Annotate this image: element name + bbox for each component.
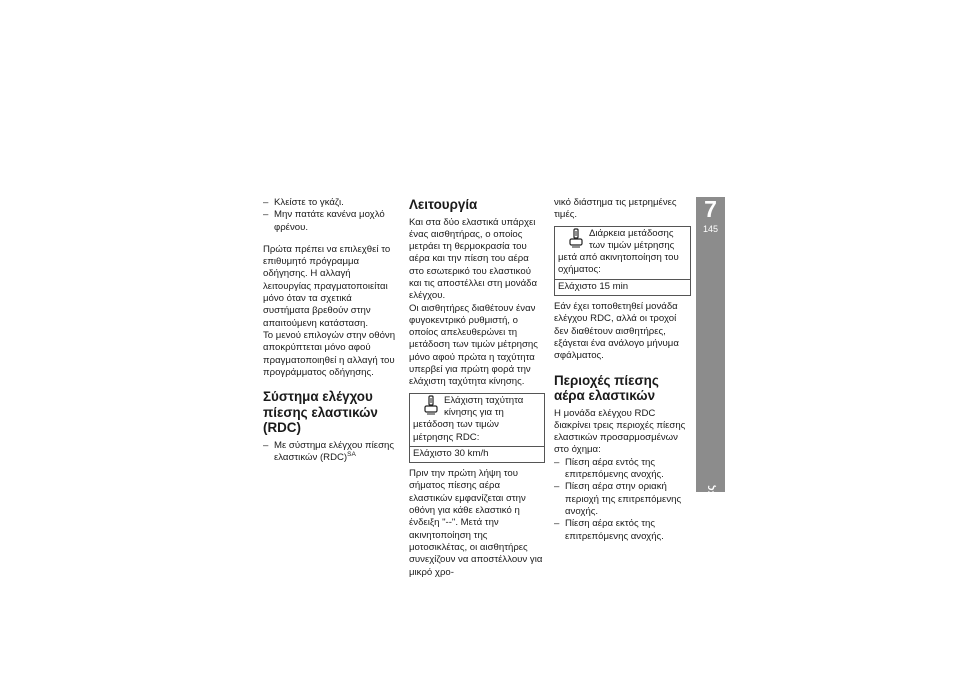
chapter-number: 7 [704, 196, 717, 222]
paragraph: Πρώτα πρέπει να επιλεχθεί το επιθυμητό πρόγραμμα οδήγησης. Η αλλαγή λειτουργίας πραγματοποιείται μόνο όταν τα σχετικά συστήματα βρεθούν στην απαιτούμενη κατάσταση. [263, 243, 391, 329]
paragraph: νικό διάστημα τις μετρημένες τιμές. [554, 197, 677, 221]
step-list [263, 197, 396, 234]
note-value: Ελάχιστο 15 min [555, 279, 690, 295]
pressure-range-item: – Πίεση αέρα εκτός της επιτρεπόμενης ανοχής. [554, 518, 691, 543]
column-2 [409, 197, 545, 579]
tyre-gauge-icon [422, 395, 440, 415]
section-heading: Λειτουργία [409, 197, 478, 212]
equipment-item [263, 440, 396, 465]
pressure-range-item: – Πίεση αέρα εντός της επιτρεπόμενης ανοχής. [554, 457, 691, 482]
equipment-list [263, 440, 396, 465]
note-body [555, 227, 690, 279]
chapter-title: Λειτουργία τεχνικές πληροφορίες [705, 485, 717, 653]
paragraph: Η μονάδα ελέγχου RDC διακρίνει τρεις περιοχές πίεσης ελαστικών προσαρμοσμένων στο όχημα: [554, 407, 686, 456]
section-heading: Σύστημα ελέγχου πίεσης ελαστικών (RDC) [263, 389, 378, 436]
note-body [410, 394, 544, 446]
note-text: Διάρκεια μετάδοσης των τιμών μέτρησης μετά από ακινητοποίηση του οχήματος: [558, 227, 679, 276]
note-box [409, 393, 545, 463]
column-3 [554, 197, 691, 543]
step-item: – Κλείστε το γκάζι. [263, 197, 396, 209]
pressure-range-item: – Πίεση αέρα στην οριακή περιοχή της επιτρεπόμενης ανοχής. [554, 481, 691, 518]
paragraph: Πριν την πρώτη λήψη του σήματος πίεσης αέρα ελαστικών εμφανίζεται στην οθόνη για κάθε ελαστικό η ένδειξη "--". Μετά την ακινητοποίηση της μοτοσικλέτας, οι αισθητήρες συνεχίζουν να αποστέλλουν για μικρό χρο- [409, 468, 543, 578]
chapter-tab [696, 196, 725, 653]
note-value: Ελάχιστο 30 km/h [410, 446, 544, 462]
page-number: 145 [702, 224, 719, 234]
paragraph: Οι αισθητήρες διαθέτουν έναν φυγοκεντρικό ρυθμιστή, ο οποίος απελευθερώνει τη μετάδοση των τιμών μέτρησης μόνο αφού πρώτα η ταχύτητα υπερβεί για πρώτη φορά την ελάχιστη ταχύτητα κίνησης. [409, 302, 538, 388]
pressure-range-list [554, 457, 691, 543]
paragraph: Και στα δύο ελαστικά υπάρχει ένας αισθητήρας, ο οποίος μετράει τη θερμοκρασία του αέρα και την πίεση του αέρα στο εσωτερικό του ελαστικού και τις αποστέλλει στη μονάδα ελέγχου. [409, 216, 538, 302]
section-heading: Περιοχές πίεσης αέρα ελαστικών [554, 372, 659, 404]
equipment-item-text: Με σύστημα ελέγχου πίεσης ελαστικών (RDC) [274, 439, 394, 463]
special-equipment-mark: SA [347, 450, 356, 458]
tyre-gauge-icon [567, 228, 585, 248]
step-item: – Μην πατάτε κανένα μοχλό φρένου. [263, 209, 396, 234]
note-box [554, 226, 691, 296]
paragraph: Το μενού επιλογών στην οθόνη αποκρύπτεται μόνο αφού πραγματοποιηθεί η αλλαγή του προγράμματος οδήγησης. [263, 329, 396, 378]
paragraph: Εάν έχει τοποθετηθεί μονάδα ελέγχου RDC, αλλά οι τροχοί δεν διαθέτουν αισθητήρες, εξάγεται ένα ανάλογο μήνυμα σφάλματος. [554, 301, 679, 362]
note-text: Ελάχιστη ταχύτητα κίνησης για τη μετάδοση των τιμών μέτρησης RDC: [413, 394, 524, 443]
column-1 [263, 197, 396, 464]
